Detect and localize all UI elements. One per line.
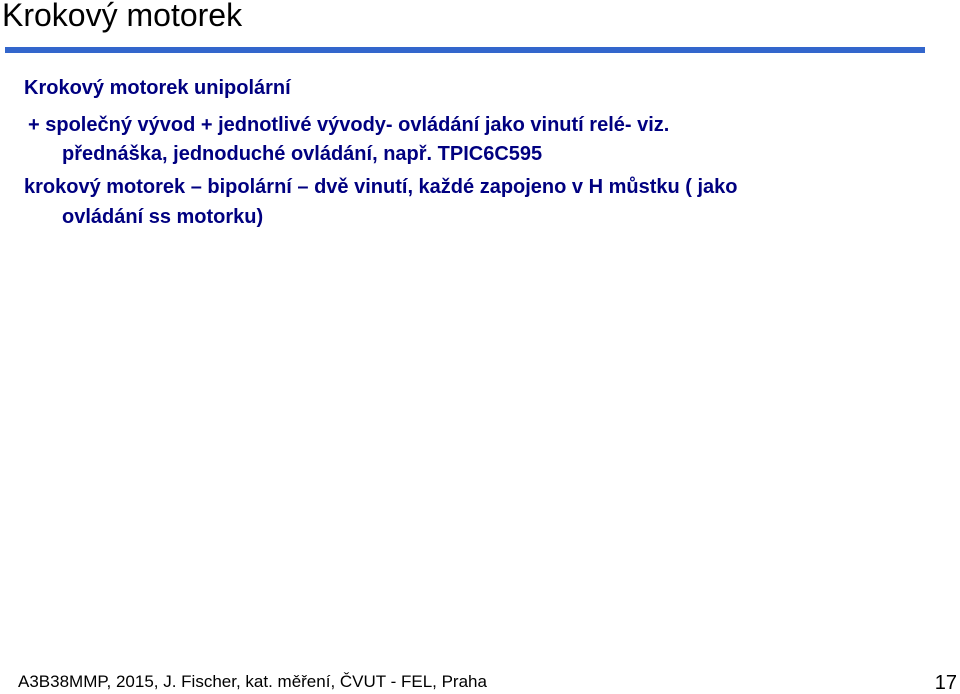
body-line-unipolar-continuation: přednáška, jednoduché ovládání, např. TPIC6C595 [62, 143, 543, 165]
body-line-bipolar-description: krokový motorek – bipolární – dvě vinutí, každé zapojeno v H můstku ( jako [24, 176, 738, 198]
footer-course-info: A3B38MMP, 2015, J. Fischer, kat. měření, ČVUT - FEL, Praha [18, 672, 487, 691]
title-underline-rule [5, 47, 925, 53]
page-number: 17 [934, 672, 957, 694]
slide-title: Krokový motorek [2, 0, 243, 33]
body-line-bipolar-continuation: ovládání ss motorku) [62, 206, 264, 228]
section-heading: Krokový motorek unipolární [24, 77, 291, 99]
body-line-unipolar-description: + společný vývod + jednotlivé vývody- ovládání jako vinutí relé- viz. [28, 114, 670, 136]
